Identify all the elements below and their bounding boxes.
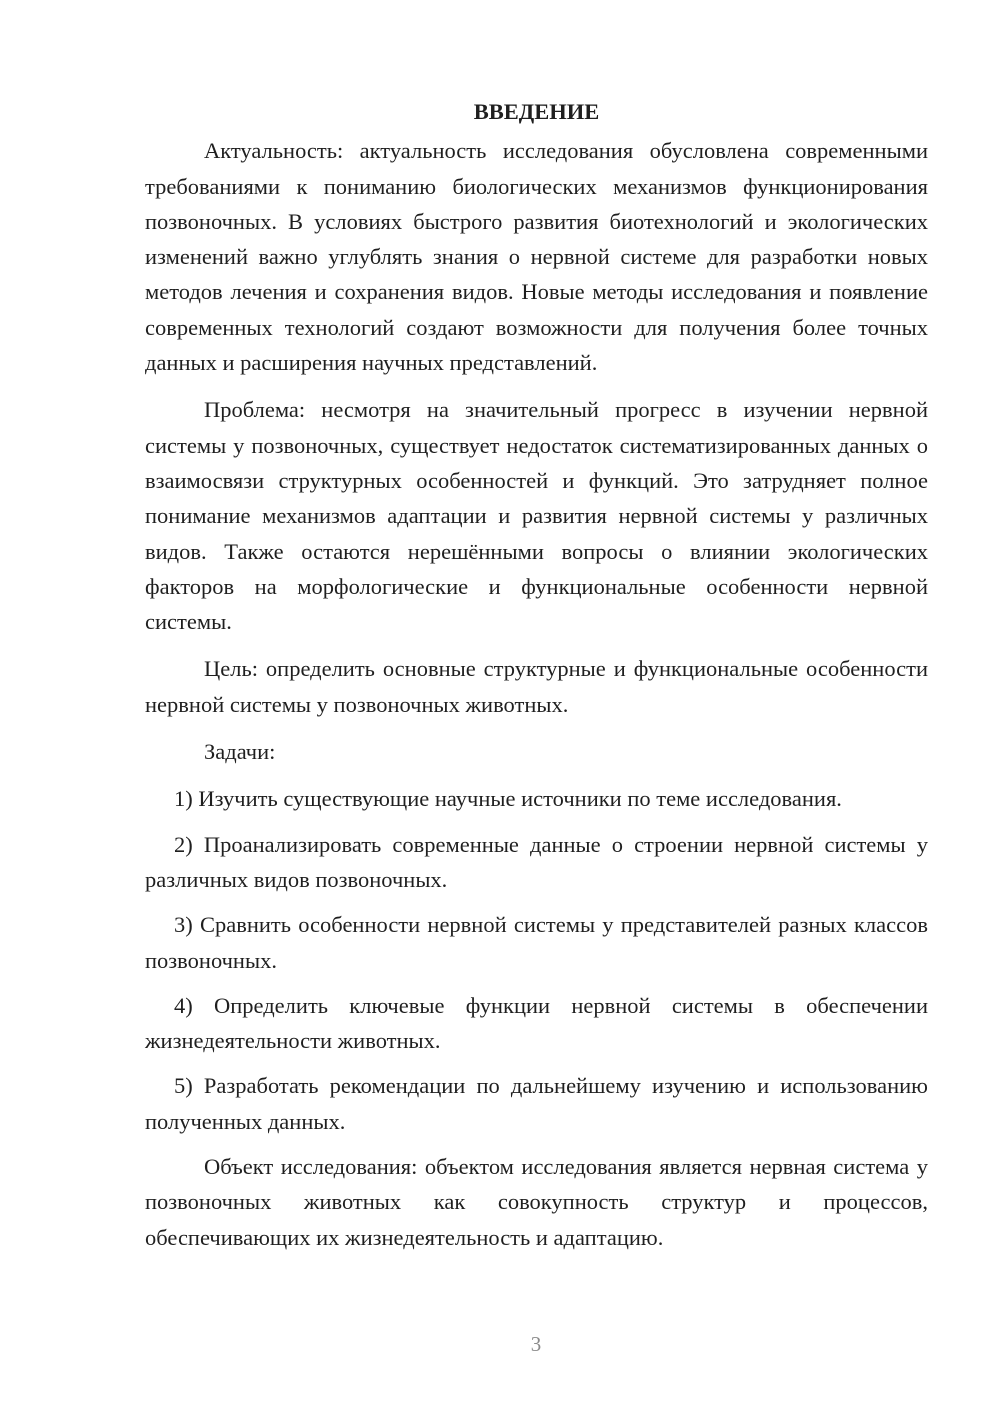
- goal-paragraph: Цель: определить основные структурные и функциональные особенности нервной системы у позвоночных животных.: [145, 656, 928, 717]
- tasks-list: [145, 781, 928, 1139]
- problem-paragraph: Проблема: несмотря на значительный прогресс в изучении нервной системы у позвоночных, существует недостаток систематизированных данных о взаимосвязи структурных особенностей и функций. Это затрудняет полное понимание механизмов адаптации и развития нервной системы у различных видов. Также остаются нерешёнными вопросы о влиянии экологических факторов на морфологические и функциональные особенности нервной системы.: [145, 397, 928, 635]
- object-paragraph: Объект исследования: объектом исследования является нервная система у позвоночных животных как совокупность структур и процессов, обеспечивающих их жизнедеятельность и адаптацию.: [145, 1154, 928, 1250]
- task-item: 4) Определить ключевые функции нервной системы в обеспечении жизнедеятельности животных.: [145, 992, 928, 1054]
- tasks-heading: Задачи:: [204, 739, 276, 765]
- page-number: 3: [530, 1332, 542, 1356]
- page-content: [145, 94, 928, 1267]
- task-item: 5) Разработать рекомендации по дальнейшему изучению и использованию полученных данных.: [145, 1073, 928, 1134]
- relevance-paragraph: Актуальность: актуальность исследования обусловлена современными требованиями к пониманию биологических механизмов функционирования позвоночных. В условиях быстрого развития биотехнологий и экологических изменений важно углублять знания о нервной системе для разработки новых методов лечения и сохранения видов. Новые методы исследования и появление современных технологий создают возможности для получения более точных данных и расширения научных представлений.: [145, 138, 928, 376]
- task-item: 2) Проанализировать современные данные о строении нервной системы у различных видов позвоночных.: [145, 831, 928, 892]
- task-item: 3) Сравнить особенности нервной системы у представителей разных классов позвоночных.: [145, 912, 928, 973]
- section-heading: ВВЕДЕНИЕ: [473, 99, 600, 124]
- task-item: 1) Изучить существующие научные источники по теме исследования.: [174, 786, 842, 812]
